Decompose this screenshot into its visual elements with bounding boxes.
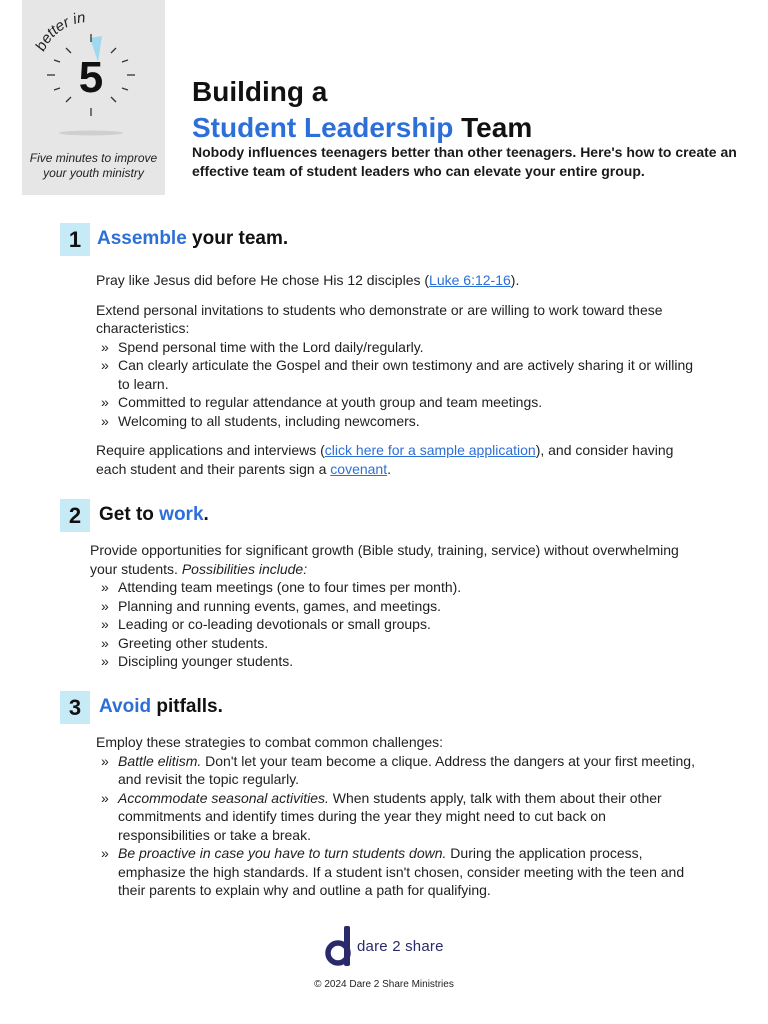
section-3-heading	[99, 695, 223, 719]
section-1-heading	[97, 227, 288, 251]
section-2-body	[90, 541, 700, 671]
title-line-2	[192, 110, 532, 146]
section-3-heading-rest: pitfalls.	[151, 696, 223, 717]
logo-text: dare 2 share	[357, 938, 444, 955]
list-item: » Can clearly articulate the Gospel and their own testimony and are actively sharing it or willing to learn.	[96, 356, 696, 393]
badge-number: 5	[78, 53, 104, 102]
sample-application-link[interactable]: click here for a sample application	[324, 442, 536, 458]
intro-text: Nobody influences teenagers better than other teenagers. Here's how to create an effective team of student leaders who can elevate your entire group.	[192, 144, 737, 179]
section-1-heading-rest: your team.	[186, 228, 289, 249]
section-2-list	[96, 578, 700, 671]
page-title	[192, 74, 532, 146]
title-accent: Student Leadership	[192, 112, 454, 143]
stopwatch-icon	[22, 0, 165, 150]
list-item: » Welcoming to all students, including newcomers.	[96, 412, 696, 431]
section-2-heading	[99, 503, 209, 527]
section-1-body	[96, 271, 696, 478]
section-2-para-1: Provide opportunities for significant growth (Bible study, training, service) without overwhelming your students. Possibilities include:	[90, 542, 679, 577]
badge-caption: Five minutes to improve your youth ministry	[29, 151, 158, 180]
list-item: » Attending team meetings (one to four times per month).	[96, 578, 700, 597]
section-3-heading-accent: Avoid	[99, 696, 152, 717]
section-2-heading-end: .	[203, 504, 209, 525]
section-2-heading-accent: work	[159, 504, 204, 525]
title-line-1: Building a	[192, 76, 328, 107]
logo-d-icon	[322, 924, 354, 968]
dare-2-share-logo	[322, 924, 452, 968]
step-number-2: 2	[60, 499, 90, 532]
list-item: » Leading or co-leading devotionals or small groups.	[96, 615, 700, 634]
list-item: » Committed to regular attendance at youth group and team meetings.	[96, 393, 696, 412]
list-item: » Battle elitism. Don't let your team become a clique. Address the dangers at your first meeting, and revisit the topic regularly.	[96, 752, 696, 789]
section-1-heading-accent: Assemble	[97, 228, 187, 249]
step-number-3: 3	[60, 691, 90, 724]
badge	[22, 0, 165, 195]
step-number-1: 1	[60, 223, 90, 256]
covenant-link[interactable]: covenant	[330, 460, 388, 477]
list-item: » Greeting other students.	[96, 634, 700, 653]
section-3-para-1: Employ these strategies to combat common challenges:	[96, 734, 444, 750]
list-item: » Spend personal time with the Lord daily/regularly.	[96, 338, 696, 357]
list-item: » Discipling younger students.	[96, 652, 700, 671]
list-item: » Planning and running events, games, and meetings.	[96, 597, 700, 616]
title-rest: Team	[453, 112, 533, 143]
section-1-para-2: Extend personal invitations to students who demonstrate or are willing to work toward these characteristics:	[96, 301, 663, 336]
section-1-para-1: Pray like Jesus did before He chose His 12 disciples (Luke 6:12-16).	[96, 272, 520, 288]
section-3-body	[96, 733, 696, 900]
section-2-heading-rest: Get to	[99, 504, 160, 525]
section-1-para-3: Require applications and interviews (click here for a sample application), and consider having each student and their parents sign a covenant.	[96, 442, 674, 477]
copyright: © 2024 Dare 2 Share Ministries	[314, 979, 454, 990]
section-1-list	[96, 338, 696, 431]
badge-arc-text: better in	[32, 9, 87, 54]
list-item: » Be proactive in case you have to turn students down. During the application process, emphasize the high standards. If a student isn't chosen, consider meeting with the teen and their parents to explain why and outline a path for qualifying.	[96, 844, 696, 900]
section-3-list	[96, 752, 696, 900]
list-item: » Accommodate seasonal activities. When students apply, talk with them about their other commitments and identify times during the year they might need to cut back on responsibilities or take a break.	[96, 789, 696, 845]
luke-link[interactable]: Luke 6:12-16	[429, 272, 511, 288]
